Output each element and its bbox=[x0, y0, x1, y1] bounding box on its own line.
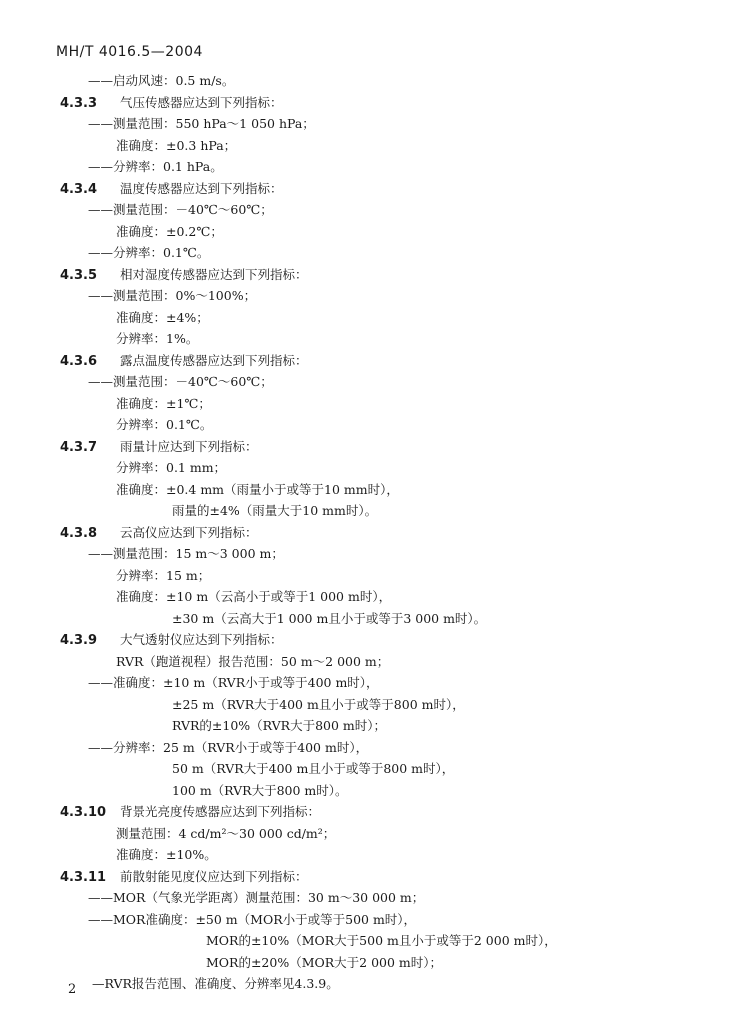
section-number: 4.3.11 bbox=[60, 869, 107, 885]
text-line bbox=[206, 955, 442, 971]
line-text: ——准确度：±10 m（RVR小于或等于400 m时）， bbox=[88, 675, 379, 690]
text-line bbox=[88, 288, 256, 304]
line-text: RVR的±10%（RVR大于800 m时）； bbox=[172, 718, 387, 733]
line-text: ——测量范围：15 m～3 000 m； bbox=[88, 546, 284, 561]
text-line bbox=[206, 933, 557, 949]
text-line bbox=[88, 202, 273, 218]
line-text: ——启动风速：0.5 m/s。 bbox=[88, 73, 235, 88]
text-line bbox=[172, 611, 486, 627]
line-text: 准确度：±10%。 bbox=[116, 847, 217, 862]
text-line bbox=[116, 568, 210, 584]
text-line bbox=[172, 718, 386, 734]
line-text: 分辨率：15 m； bbox=[116, 567, 211, 583]
line-text: ——MOR（气象光学距离）测量范围：30 m～30 000 m； bbox=[88, 890, 425, 905]
text-line bbox=[88, 546, 284, 562]
text-line bbox=[172, 761, 454, 777]
text-line bbox=[88, 912, 416, 928]
text-line bbox=[116, 654, 389, 670]
text-line bbox=[172, 697, 465, 713]
line-text: 背景光亮度传感器应达到下列指标： bbox=[120, 804, 321, 819]
text-line bbox=[172, 503, 377, 519]
text-line bbox=[88, 245, 209, 261]
line-text: ——MOR准确度：±50 m（MOR小于或等于500 m时）， bbox=[88, 911, 417, 927]
text-line bbox=[88, 73, 234, 89]
line-text: 相对湿度传感器应达到下列指标： bbox=[120, 266, 308, 282]
line-text: 50 m（RVR大于400 m且小于或等于800 m时）， bbox=[172, 761, 455, 776]
line-text: 分辨率：0.1 mm； bbox=[116, 460, 227, 475]
line-text: ——测量范围：－40℃～60℃； bbox=[88, 202, 273, 217]
section-heading bbox=[60, 804, 320, 821]
section-heading bbox=[60, 95, 283, 112]
text-line bbox=[116, 482, 399, 498]
text-line bbox=[88, 740, 368, 756]
document-header: MH/T 4016.5—2004 bbox=[56, 44, 203, 60]
line-text: 分辨率：0.1℃。 bbox=[116, 417, 213, 432]
section-number: 4.3.7 bbox=[60, 439, 98, 455]
line-text: ±30 m（云高大于1 000 m且小于或等于3 000 m时）。 bbox=[172, 610, 487, 626]
line-text: 云高仪应达到下列指标： bbox=[120, 524, 258, 540]
text-line bbox=[116, 417, 212, 433]
section-number: 4.3.9 bbox=[60, 633, 98, 648]
text-line bbox=[172, 783, 348, 799]
line-text: 分辨率：1%。 bbox=[116, 331, 199, 346]
line-text: 大气透射仪应达到下列指标： bbox=[120, 632, 283, 647]
text-line bbox=[116, 396, 211, 412]
section-number: 4.3.8 bbox=[60, 525, 98, 541]
text-line bbox=[116, 589, 391, 605]
line-text: 雨量的±4%（雨量大于10 mm时）。 bbox=[172, 503, 378, 518]
line-text: —RVR报告范围、准确度、分辨率见4.3.9。 bbox=[92, 976, 339, 991]
section-heading bbox=[60, 267, 308, 284]
text-line bbox=[116, 224, 223, 240]
text-line bbox=[88, 890, 424, 906]
line-text: RVR（跑道视程）报告范围：50 m～2 000 m； bbox=[116, 653, 390, 669]
section-heading bbox=[60, 869, 308, 886]
line-text: 温度传感器应达到下列指标： bbox=[120, 180, 283, 196]
line-text: MOR的±20%（MOR大于2 000 m时）； bbox=[206, 954, 443, 970]
section-heading bbox=[60, 525, 258, 542]
section-number: 4.3.4 bbox=[60, 181, 98, 197]
line-text: ——分辨率：0.1℃。 bbox=[88, 245, 210, 260]
line-text: MOR的±10%（MOR大于500 m且小于或等于2 000 m时）， bbox=[206, 933, 557, 948]
line-text: 气压传感器应达到下列指标： bbox=[120, 94, 283, 110]
line-text: ——测量范围：550 hPa～1 050 hPa； bbox=[88, 116, 315, 131]
section-heading bbox=[60, 353, 308, 370]
line-text: ——分辨率：0.1 hPa。 bbox=[88, 159, 223, 174]
section-number: 4.3.10 bbox=[60, 805, 107, 820]
text-line bbox=[116, 138, 236, 154]
line-text: 前散射能见度仪应达到下列指标： bbox=[120, 868, 308, 884]
section-heading bbox=[60, 439, 258, 456]
text-line bbox=[92, 976, 339, 992]
line-text: 准确度：±1℃； bbox=[116, 395, 211, 411]
section-heading bbox=[60, 181, 283, 198]
line-text: ——测量范围：0%～100%； bbox=[88, 288, 257, 303]
text-line bbox=[88, 374, 273, 390]
line-text: 准确度：±0.4 mm（雨量小于或等于10 mm时）， bbox=[116, 481, 399, 497]
line-text: 100 m（RVR大于800 m时）。 bbox=[172, 782, 348, 798]
text-line bbox=[116, 460, 226, 476]
text-line bbox=[116, 310, 209, 326]
line-text: 雨量计应达到下列指标： bbox=[120, 438, 258, 454]
line-text: 准确度：±4%； bbox=[116, 309, 209, 325]
section-number: 4.3.3 bbox=[60, 95, 98, 111]
line-text: 准确度：±10 m（云高小于或等于1 000 m时）， bbox=[116, 589, 392, 604]
text-line bbox=[116, 847, 217, 863]
text-line bbox=[116, 331, 198, 347]
line-text: ——测量范围：－40℃～60℃； bbox=[88, 374, 273, 389]
line-text: 准确度：±0.3 hPa； bbox=[116, 137, 237, 153]
line-text: ——分辨率：25 m（RVR小于或等于400 m时）， bbox=[88, 739, 369, 755]
section-number: 4.3.6 bbox=[60, 353, 98, 369]
text-line bbox=[116, 826, 335, 842]
line-text: ±25 m（RVR大于400 m且小于或等于800 m时）， bbox=[172, 696, 465, 712]
section-number: 4.3.5 bbox=[60, 267, 98, 283]
line-text: 准确度：±0.2℃； bbox=[116, 223, 223, 239]
text-line bbox=[88, 116, 315, 132]
section-heading bbox=[60, 632, 283, 649]
text-line bbox=[88, 159, 223, 175]
page-number: 2 bbox=[68, 982, 77, 997]
line-text: 测量范围：4 cd/m²～30 000 cd/m²； bbox=[116, 825, 336, 841]
line-text: 露点温度传感器应达到下列指标： bbox=[120, 352, 308, 368]
text-line bbox=[88, 675, 379, 691]
